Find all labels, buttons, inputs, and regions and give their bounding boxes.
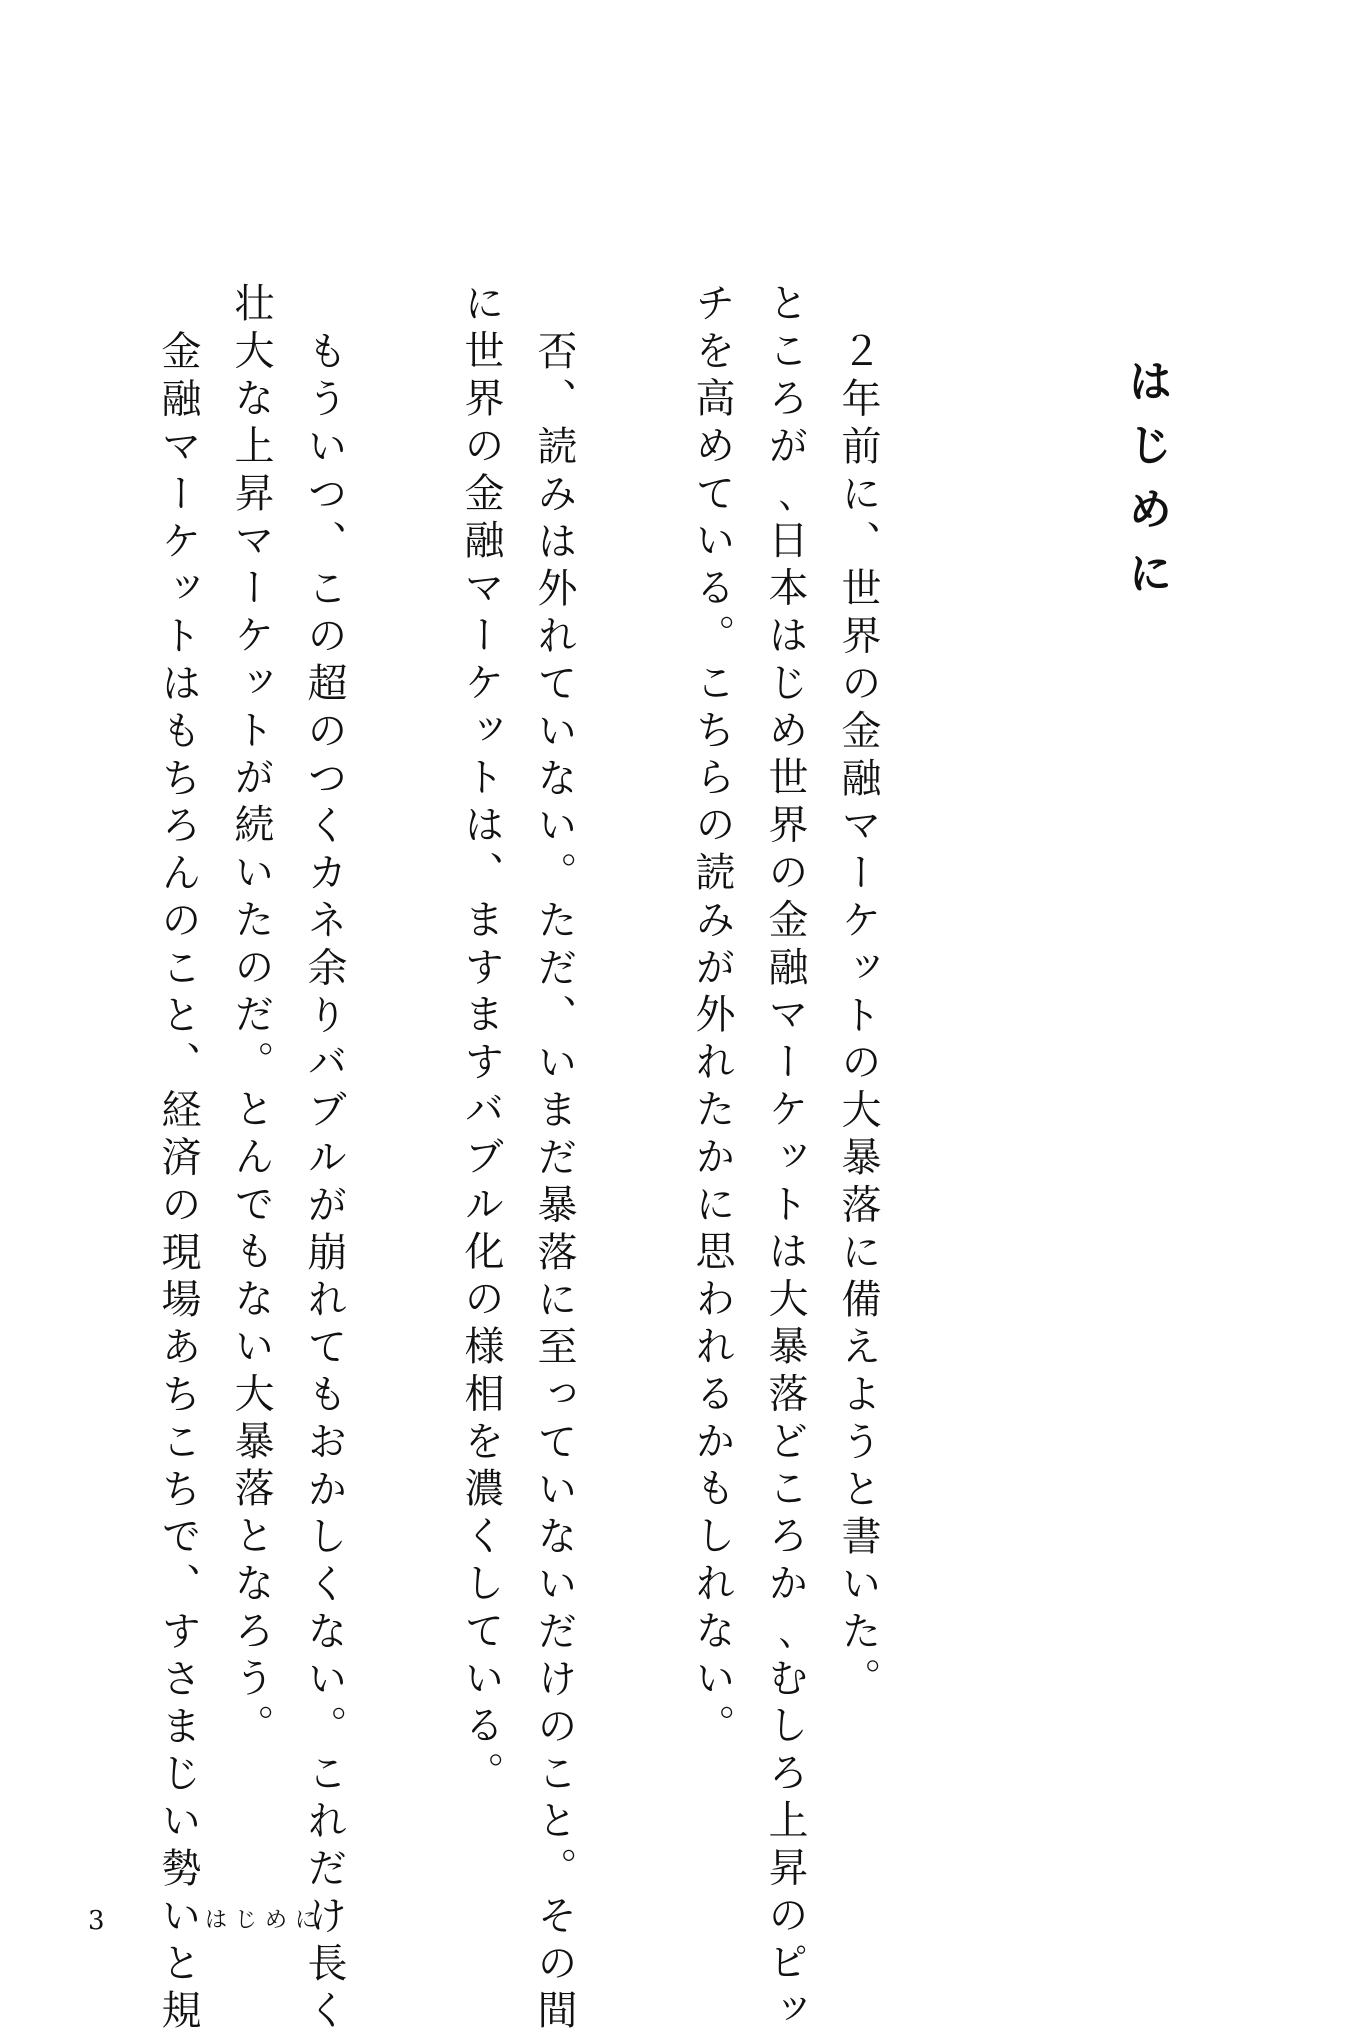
body-text-column-6: もういつ、この超のつくカネ余りバブルが崩れてもおかしくない。これだけ長く xyxy=(301,330,347,2037)
body-text-column-8: 金融マーケットはもちろんのこと、経済の現場あちこちで、すさまじい勢いと規 xyxy=(155,330,201,2037)
body-text-column-2: ところが､日本はじめ世界の金融マーケットは大暴落どころか､むしろ上昇のピッ xyxy=(762,282,808,2036)
body-text-column-5: に世界の金融マーケットは、ますますバブル化の様相を濃くしている。 xyxy=(458,282,504,1799)
page-number: 3 xyxy=(88,1906,105,1936)
running-title: はじめに xyxy=(205,1908,326,1933)
body-text-column-3: チを高めている。こちらの読みが外れたかに思われるかもしれない。 xyxy=(689,282,735,1752)
body-text-column-7: 壮大な上昇マーケットが続いたのだ。とんでもない大暴落となろう。 xyxy=(228,282,274,1752)
page-title: はじめに xyxy=(1120,358,1172,614)
body-text-column-1: ２年前に、世界の金融マーケットの大暴落に備えようと書いた。 xyxy=(835,330,881,1705)
body-text-column-4: 否、読みは外れていない。ただ、いまだ暴落に至っていないだけのこと。その間 xyxy=(531,330,577,2037)
